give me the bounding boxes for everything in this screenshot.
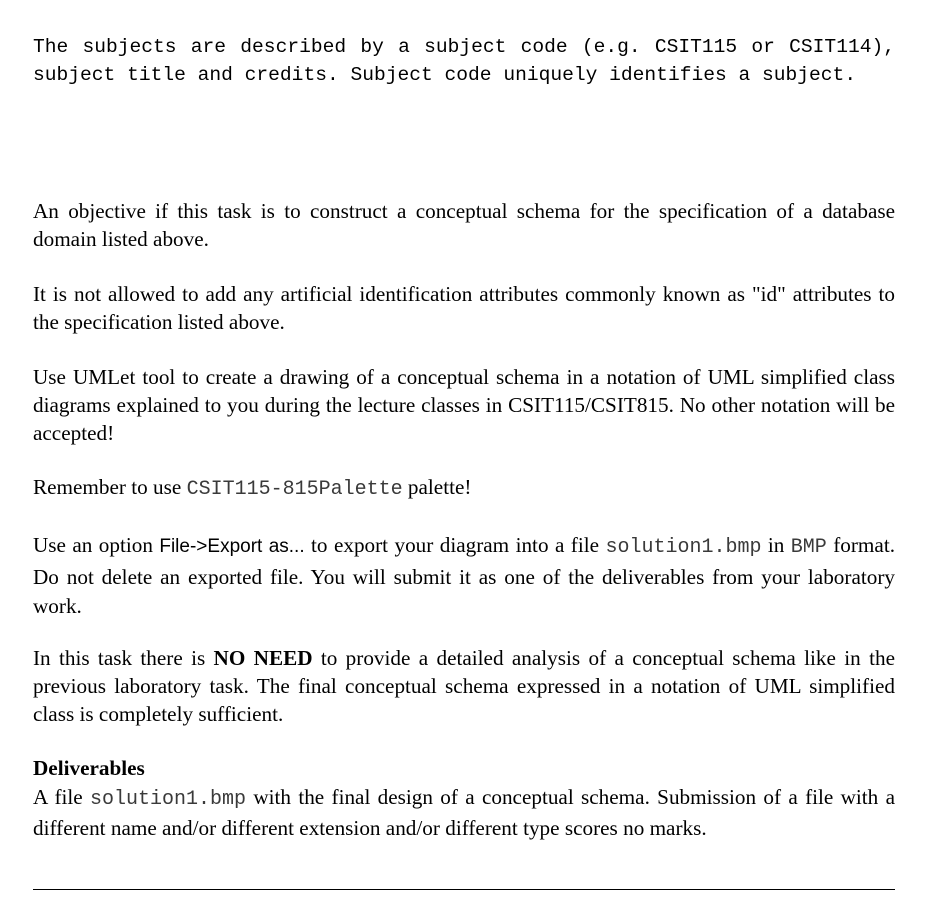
no-need-text-1: In this task there is xyxy=(33,646,214,670)
export-filename: solution1.bmp xyxy=(605,536,762,559)
no-need-paragraph xyxy=(33,645,895,728)
export-text-2: to export your diagram into a file xyxy=(304,533,606,557)
document-page xyxy=(33,34,896,840)
palette-text-after: palette! xyxy=(402,475,472,499)
palette-name: CSIT115-815Palette xyxy=(186,478,403,501)
deliverables-paragraph xyxy=(33,783,895,843)
export-menu-path: File->Export as... xyxy=(159,536,305,557)
export-text-1: Use an option xyxy=(33,533,160,557)
palette-paragraph xyxy=(33,474,895,504)
export-format: BMP xyxy=(790,536,827,559)
export-text-3: in xyxy=(761,533,791,557)
palette-text-before: Remember to use xyxy=(33,475,187,499)
deliverables-heading: Deliverables xyxy=(33,756,145,780)
no-id-attributes-paragraph: It is not allowed to add any artificial identification attributes commonly known as "id" attributes to the specification listed above. xyxy=(33,282,895,334)
no-need-emphasis: NO NEED xyxy=(213,646,313,670)
export-paragraph xyxy=(33,531,895,622)
no-need-text-2: to provide a detailed analysis of a conceptual schema like in the previous laboratory task. The final conceptual schema expressed in a notation of UML simplified class is completely sufficient. xyxy=(33,646,895,726)
objective-paragraph: An objective if this task is to construct a conceptual schema for the specification of a database domain listed above. xyxy=(33,199,895,251)
deliverables-filename: solution1.bmp xyxy=(90,788,247,811)
export-text-4: format. Do not delete an exported file. You will submit it as one of the deliverables from your laboratory work. xyxy=(33,533,896,618)
umlet-instructions-paragraph: Use UMLet tool to create a drawing of a conceptual schema in a notation of UML simplified class diagrams explained to you during the lecture classes in CSIT115/CSIT815. No other notation will be accepted! xyxy=(33,365,895,445)
horizontal-rule xyxy=(33,889,895,890)
deliverables-text-1: A file xyxy=(33,785,90,809)
subjects-paragraph: The subjects are described by a subject code (e.g. CSIT115 or CSIT114), subject title and credits. Subject code uniquely identifies a subject. xyxy=(33,36,895,86)
deliverables-text-2: with the final design of a conceptual schema. Submission of a file with a different name and/or different extension and/or different type scores no marks. xyxy=(33,785,895,840)
